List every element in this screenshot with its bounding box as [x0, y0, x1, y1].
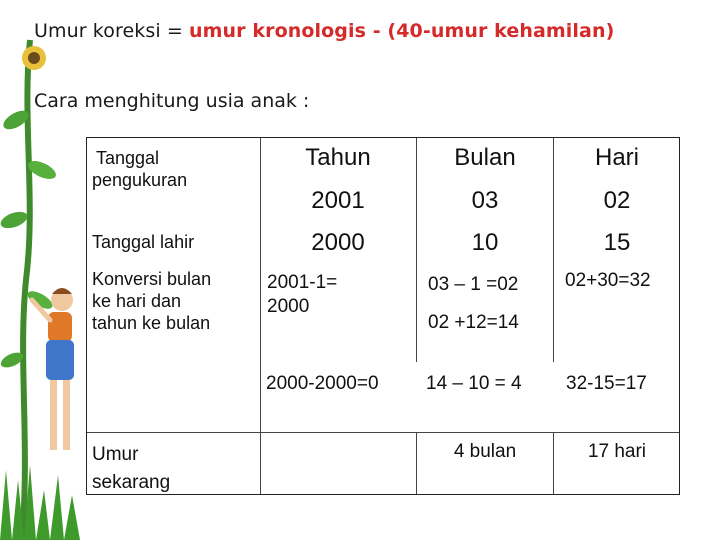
row-label-pengukuran — [92, 147, 188, 191]
subtitle: Cara menghitung usia anak : — [34, 90, 310, 112]
label-line: Tanggal — [96, 148, 160, 168]
label-line: sekarang — [92, 472, 171, 493]
konversi-tahun-line2: 2000 — [267, 296, 310, 317]
table-divider — [87, 432, 679, 433]
label-line: pengukuran — [92, 170, 188, 190]
table-divider — [553, 433, 554, 494]
label-line: Umur — [92, 444, 139, 465]
konversi-bulan — [428, 266, 519, 342]
row-label-konversi — [92, 268, 211, 334]
lahir-tahun: 2000 — [311, 229, 365, 256]
pengukuran-hari: 02 — [603, 187, 631, 214]
konversi-tahun — [267, 271, 337, 319]
header-hari: Hari — [594, 144, 639, 171]
konversi-bulan-line2: 02 +12=14 — [428, 312, 519, 333]
table-divider — [416, 138, 417, 362]
formula-line — [34, 20, 614, 42]
header-tahun: Tahun — [305, 144, 371, 171]
pengukuran-bulan: 03 — [471, 187, 499, 214]
lahir-hari: 15 — [603, 229, 631, 256]
selisih-hari: 32-15=17 — [566, 373, 647, 394]
header-bulan: Bulan — [454, 144, 516, 171]
selisih-bulan: 14 – 10 = 4 — [426, 373, 522, 394]
formula-prefix: Umur koreksi = — [34, 20, 190, 42]
selisih-tahun: 2000-2000=0 — [266, 373, 379, 394]
label-line: ke hari dan — [92, 291, 182, 311]
row-label-sekarang — [92, 441, 170, 497]
konversi-hari: 02+30=32 — [565, 270, 651, 291]
label-line: Konversi bulan — [92, 269, 212, 289]
pengukuran-tahun: 2001 — [311, 187, 365, 214]
lahir-bulan: 10 — [471, 229, 499, 256]
sekarang-bulan: 4 bulan — [453, 441, 517, 462]
konversi-bulan-line1: 03 – 1 =02 — [428, 274, 519, 295]
table-divider — [416, 433, 417, 494]
table-divider — [553, 138, 554, 362]
formula-red: umur kronologis - (40-umur kehamilan) — [189, 20, 615, 42]
table-divider — [260, 138, 261, 494]
row-label-lahir: Tanggal lahir — [92, 232, 195, 252]
konversi-tahun-line1: 2001-1= — [267, 272, 338, 293]
label-line: tahun ke bulan — [92, 313, 211, 333]
sekarang-hari: 17 hari — [587, 441, 647, 462]
